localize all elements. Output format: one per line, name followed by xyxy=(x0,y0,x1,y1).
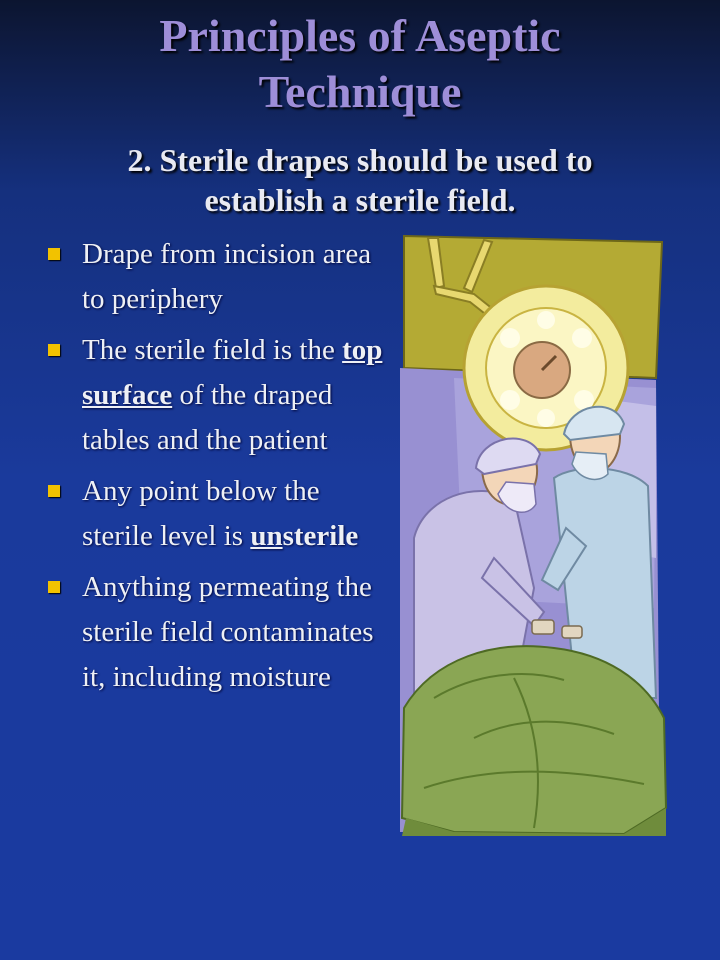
subtitle-line-2: establish a sterile field. xyxy=(204,182,516,218)
square-bullet-icon xyxy=(48,581,60,593)
bullet-emphasis: top surface xyxy=(82,334,383,411)
surgeons-operating-icon xyxy=(394,228,672,840)
bullet-list xyxy=(46,232,391,706)
square-bullet-icon xyxy=(48,344,60,356)
square-bullet-icon xyxy=(48,485,60,497)
bullet-text-tail: of the draped tables and the patient xyxy=(82,379,333,456)
bullet-text: Drape from incision area to periphery xyxy=(82,238,372,315)
bullet-text-lead: The sterile field is the xyxy=(82,334,343,366)
bullet-text: Anything permeating the sterile field contaminates it, including moisture xyxy=(82,571,374,693)
title-line-2: Technique xyxy=(258,66,462,117)
slide-subtitle xyxy=(20,140,700,220)
bullet-item xyxy=(46,469,391,559)
bullet-item xyxy=(46,328,391,463)
bullet-emphasis-underlined: un xyxy=(250,520,283,552)
bullet-item xyxy=(46,565,391,700)
bullet-item xyxy=(46,232,391,322)
subtitle-line-1: 2. Sterile drapes should be used to xyxy=(127,142,593,178)
title-line-1: Principles of Aseptic xyxy=(159,10,561,61)
square-bullet-icon xyxy=(48,248,60,260)
slide-title xyxy=(0,8,720,120)
bullet-text-lead: Any point below the sterile level is xyxy=(82,475,320,552)
bullet-emphasis-bold: sterile xyxy=(282,520,359,552)
